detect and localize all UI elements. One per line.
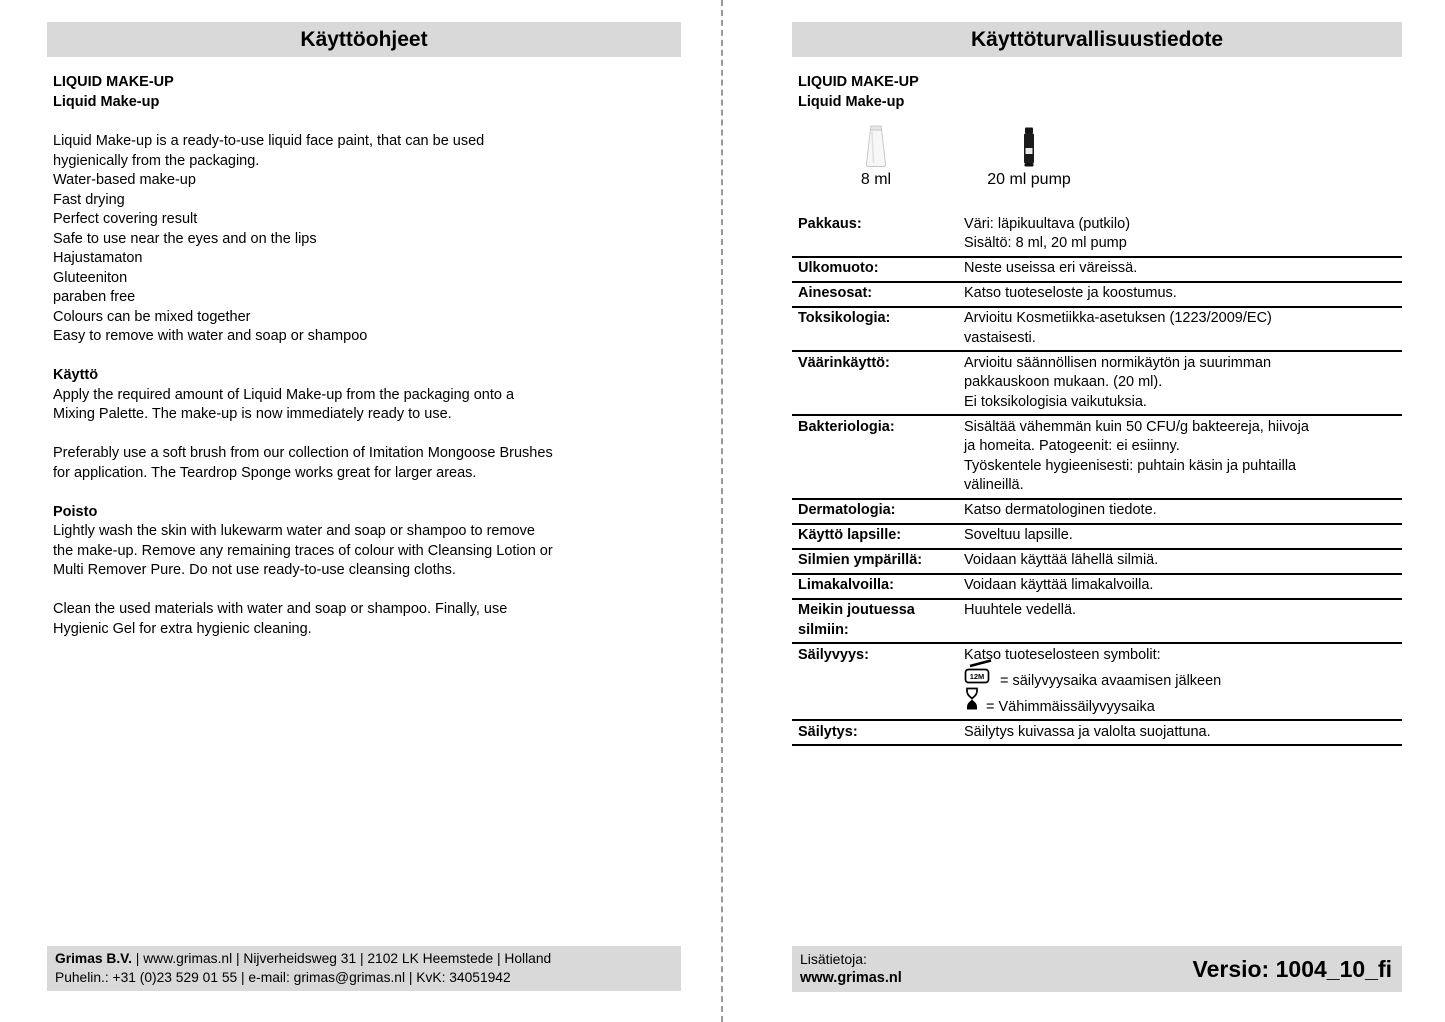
row-value: Arvioitu säännöllisen normikäytön ja suurimman — [964, 354, 1272, 371]
body-line: Lightly wash the skin with lukewarm water and soap or shampoo to remove — [53, 523, 535, 539]
row-value: Työskentele hygieenisesti: puhtain käsin ja puhtailla — [964, 457, 1297, 474]
row-value: välineillä. — [964, 477, 1024, 493]
intro-line: Water-based make-up — [53, 172, 196, 188]
row-label: Meikin joutuessa silmiin: — [798, 602, 915, 638]
package-pump — [974, 125, 1084, 189]
body-line: Mixing Palette. The make-up is now immediately ready to use. — [53, 406, 452, 422]
intro-line: Hajustamaton — [53, 250, 143, 266]
section-heading-poisto: Poisto — [53, 503, 98, 520]
intro-line: Colours can be mixed together — [53, 308, 251, 325]
row-label: Dermatologia: — [798, 502, 896, 518]
table-row-limakalvoilla — [792, 575, 1402, 600]
version-footer — [792, 946, 1402, 992]
row-label: Säilytys: — [798, 723, 858, 740]
row-value: Sisältö: 8 ml, 20 ml pump — [964, 235, 1127, 251]
tube-icon — [840, 125, 912, 167]
body-line: Clean the used materials with water and soap or shampoo. Finally, use — [53, 601, 508, 617]
version-label: Versio: 1004_10_fi — [1192, 955, 1392, 982]
body-line: Apply the required amount of Liquid Make-up from the packaging onto a — [53, 386, 515, 403]
row-value: Säilytys kuivassa ja valolta suojattuna. — [964, 723, 1211, 740]
website: www.grimas.nl — [800, 970, 902, 986]
intro-line: Perfect covering result — [53, 211, 198, 227]
paragraph-gap — [53, 425, 681, 445]
instructions-body — [53, 132, 681, 639]
minimum-durability-icon — [964, 687, 980, 718]
row-value: pakkauskoon mukaan. (20 ml). — [964, 374, 1163, 390]
table-row-dermatologia — [792, 500, 1402, 525]
company-address: | www.grimas.nl | Nijverheidsweg 31 | 2102 LK Heemstede | Holland — [131, 951, 552, 966]
intro-line: Liquid Make-up is a ready-to-use liquid face paint, that can be used — [53, 133, 485, 149]
body-line: Multi Remover Pure. Do not use ready-to-use cleansing cloths. — [53, 562, 456, 578]
package-size-label: 8 ml — [860, 171, 892, 188]
table-row-sailytys — [792, 721, 1402, 746]
body-line: for application. The Teardrop Sponge works great for larger areas. — [53, 464, 477, 481]
intro-line: Safe to use near the eyes and on the lips — [53, 230, 317, 247]
product-block — [798, 73, 919, 112]
intro-line: hygienically from the packaging. — [53, 152, 260, 169]
pump-bottle-icon — [974, 125, 1084, 167]
row-value: Voidaan käyttää lähellä silmiä. — [964, 552, 1159, 568]
company-name: Grimas B.V. — [55, 951, 132, 966]
row-value: Väri: läpikuultava (putkilo) — [964, 215, 1131, 232]
body-line: Preferably use a soft brush from our collection of Imitation Mongoose Brushes — [53, 445, 553, 461]
row-value: Sisältää vähemmän kuin 50 CFU/g bakteereja, hiivoja — [964, 418, 1309, 435]
row-value: Soveltuu lapsille. — [964, 527, 1073, 543]
paragraph-gap — [53, 581, 681, 601]
product-name: Liquid Make-up — [798, 93, 905, 110]
row-label: Toksikologia: — [798, 310, 891, 326]
table-row-silmien-ymparilla — [792, 550, 1402, 575]
row-value: Neste useissa eri väreissä. — [964, 260, 1138, 276]
section-heading-kaytto: Käyttö — [53, 367, 99, 383]
intro-line: Easy to remove with water and soap or shampoo — [53, 328, 368, 344]
symbol-caption: = Vähimmäissäilyvyysaika — [986, 698, 1155, 715]
symbol-line-pao — [964, 665, 1402, 691]
page-title: Käyttöturvallisuustiedote — [792, 22, 1402, 57]
product-code: LIQUID MAKE-UP — [798, 74, 919, 90]
symbol-caption: = säilyvyysaika avaamisen jälkeen — [1000, 672, 1222, 689]
table-row-ulkomuoto — [792, 258, 1402, 283]
footer-line-2: Puhelin.: +31 (0)23 529 01 55 | e-mail: grimas@grimas.nl | KvK: 34051942 — [55, 969, 511, 985]
svg-text:12M: 12M — [969, 671, 985, 681]
table-row-toksikologia — [792, 308, 1402, 353]
table-row-sailyvyys — [792, 644, 1402, 721]
row-label: Bakteriologia: — [798, 418, 895, 435]
row-label: Väärinkäyttö: — [798, 354, 890, 371]
row-value: Katso tuoteselosteen symbolit: — [964, 646, 1161, 663]
table-row-meikin-joutuessa — [792, 600, 1402, 645]
row-value: Ei toksikologisia vaikutuksia. — [964, 393, 1147, 410]
row-value: Katso dermatologinen tiedote. — [964, 502, 1157, 518]
product-code: LIQUID MAKE-UP — [53, 74, 174, 90]
intro-line: Gluteeniton — [53, 269, 128, 286]
package-figures — [792, 125, 1402, 195]
company-footer — [47, 946, 681, 991]
body-line: Hygienic Gel for extra hygienic cleaning. — [53, 620, 312, 637]
table-row-ainesosat — [792, 283, 1402, 308]
table-row-kaytto-lapsille — [792, 525, 1402, 550]
table-row-pakkaus — [792, 213, 1402, 258]
row-label: Ulkomuoto: — [798, 260, 879, 276]
row-value: Arvioitu Kosmetiikka-asetuksen (1223/2009/EC) — [964, 310, 1272, 326]
row-label: Limakalvoilla: — [798, 577, 894, 593]
package-size-label: 20 ml pump — [987, 171, 1071, 188]
table-row-bakteriologia — [792, 416, 1402, 500]
safety-spec-table — [792, 213, 1402, 746]
intro-line: Fast drying — [53, 191, 125, 208]
row-value: Voidaan käyttää limakalvoilla. — [964, 577, 1154, 593]
footer-line-1 — [55, 950, 673, 969]
row-value: vastaisesti. — [964, 329, 1036, 346]
product-name: Liquid Make-up — [53, 93, 160, 110]
row-label: Ainesosat: — [798, 285, 873, 301]
row-label: Pakkaus: — [798, 215, 862, 232]
page-title: Käyttöohjeet — [47, 22, 681, 57]
row-value: Katso tuoteseloste ja koostumus. — [964, 285, 1177, 301]
more-info-label: Lisätietoja: — [800, 951, 867, 967]
row-value: ja homeita. Patogeenit: ei esiinny. — [964, 438, 1180, 454]
row-value: Huuhtele vedellä. — [964, 602, 1077, 618]
body-line: the make-up. Remove any remaining traces of colour with Cleansing Lotion or — [53, 542, 553, 559]
product-block — [53, 73, 174, 112]
row-label: Käyttö lapsille: — [798, 527, 902, 543]
symbol-line-durability — [964, 691, 1402, 717]
table-row-vaarinkaytto — [792, 352, 1402, 416]
row-label: Silmien ympärillä: — [798, 552, 923, 568]
row-label: Säilyvyys: — [798, 646, 869, 663]
more-info-block — [800, 950, 902, 988]
intro-line: paraben free — [53, 289, 136, 305]
page-divider-dashed-line — [721, 0, 723, 1022]
package-tube — [840, 125, 912, 189]
